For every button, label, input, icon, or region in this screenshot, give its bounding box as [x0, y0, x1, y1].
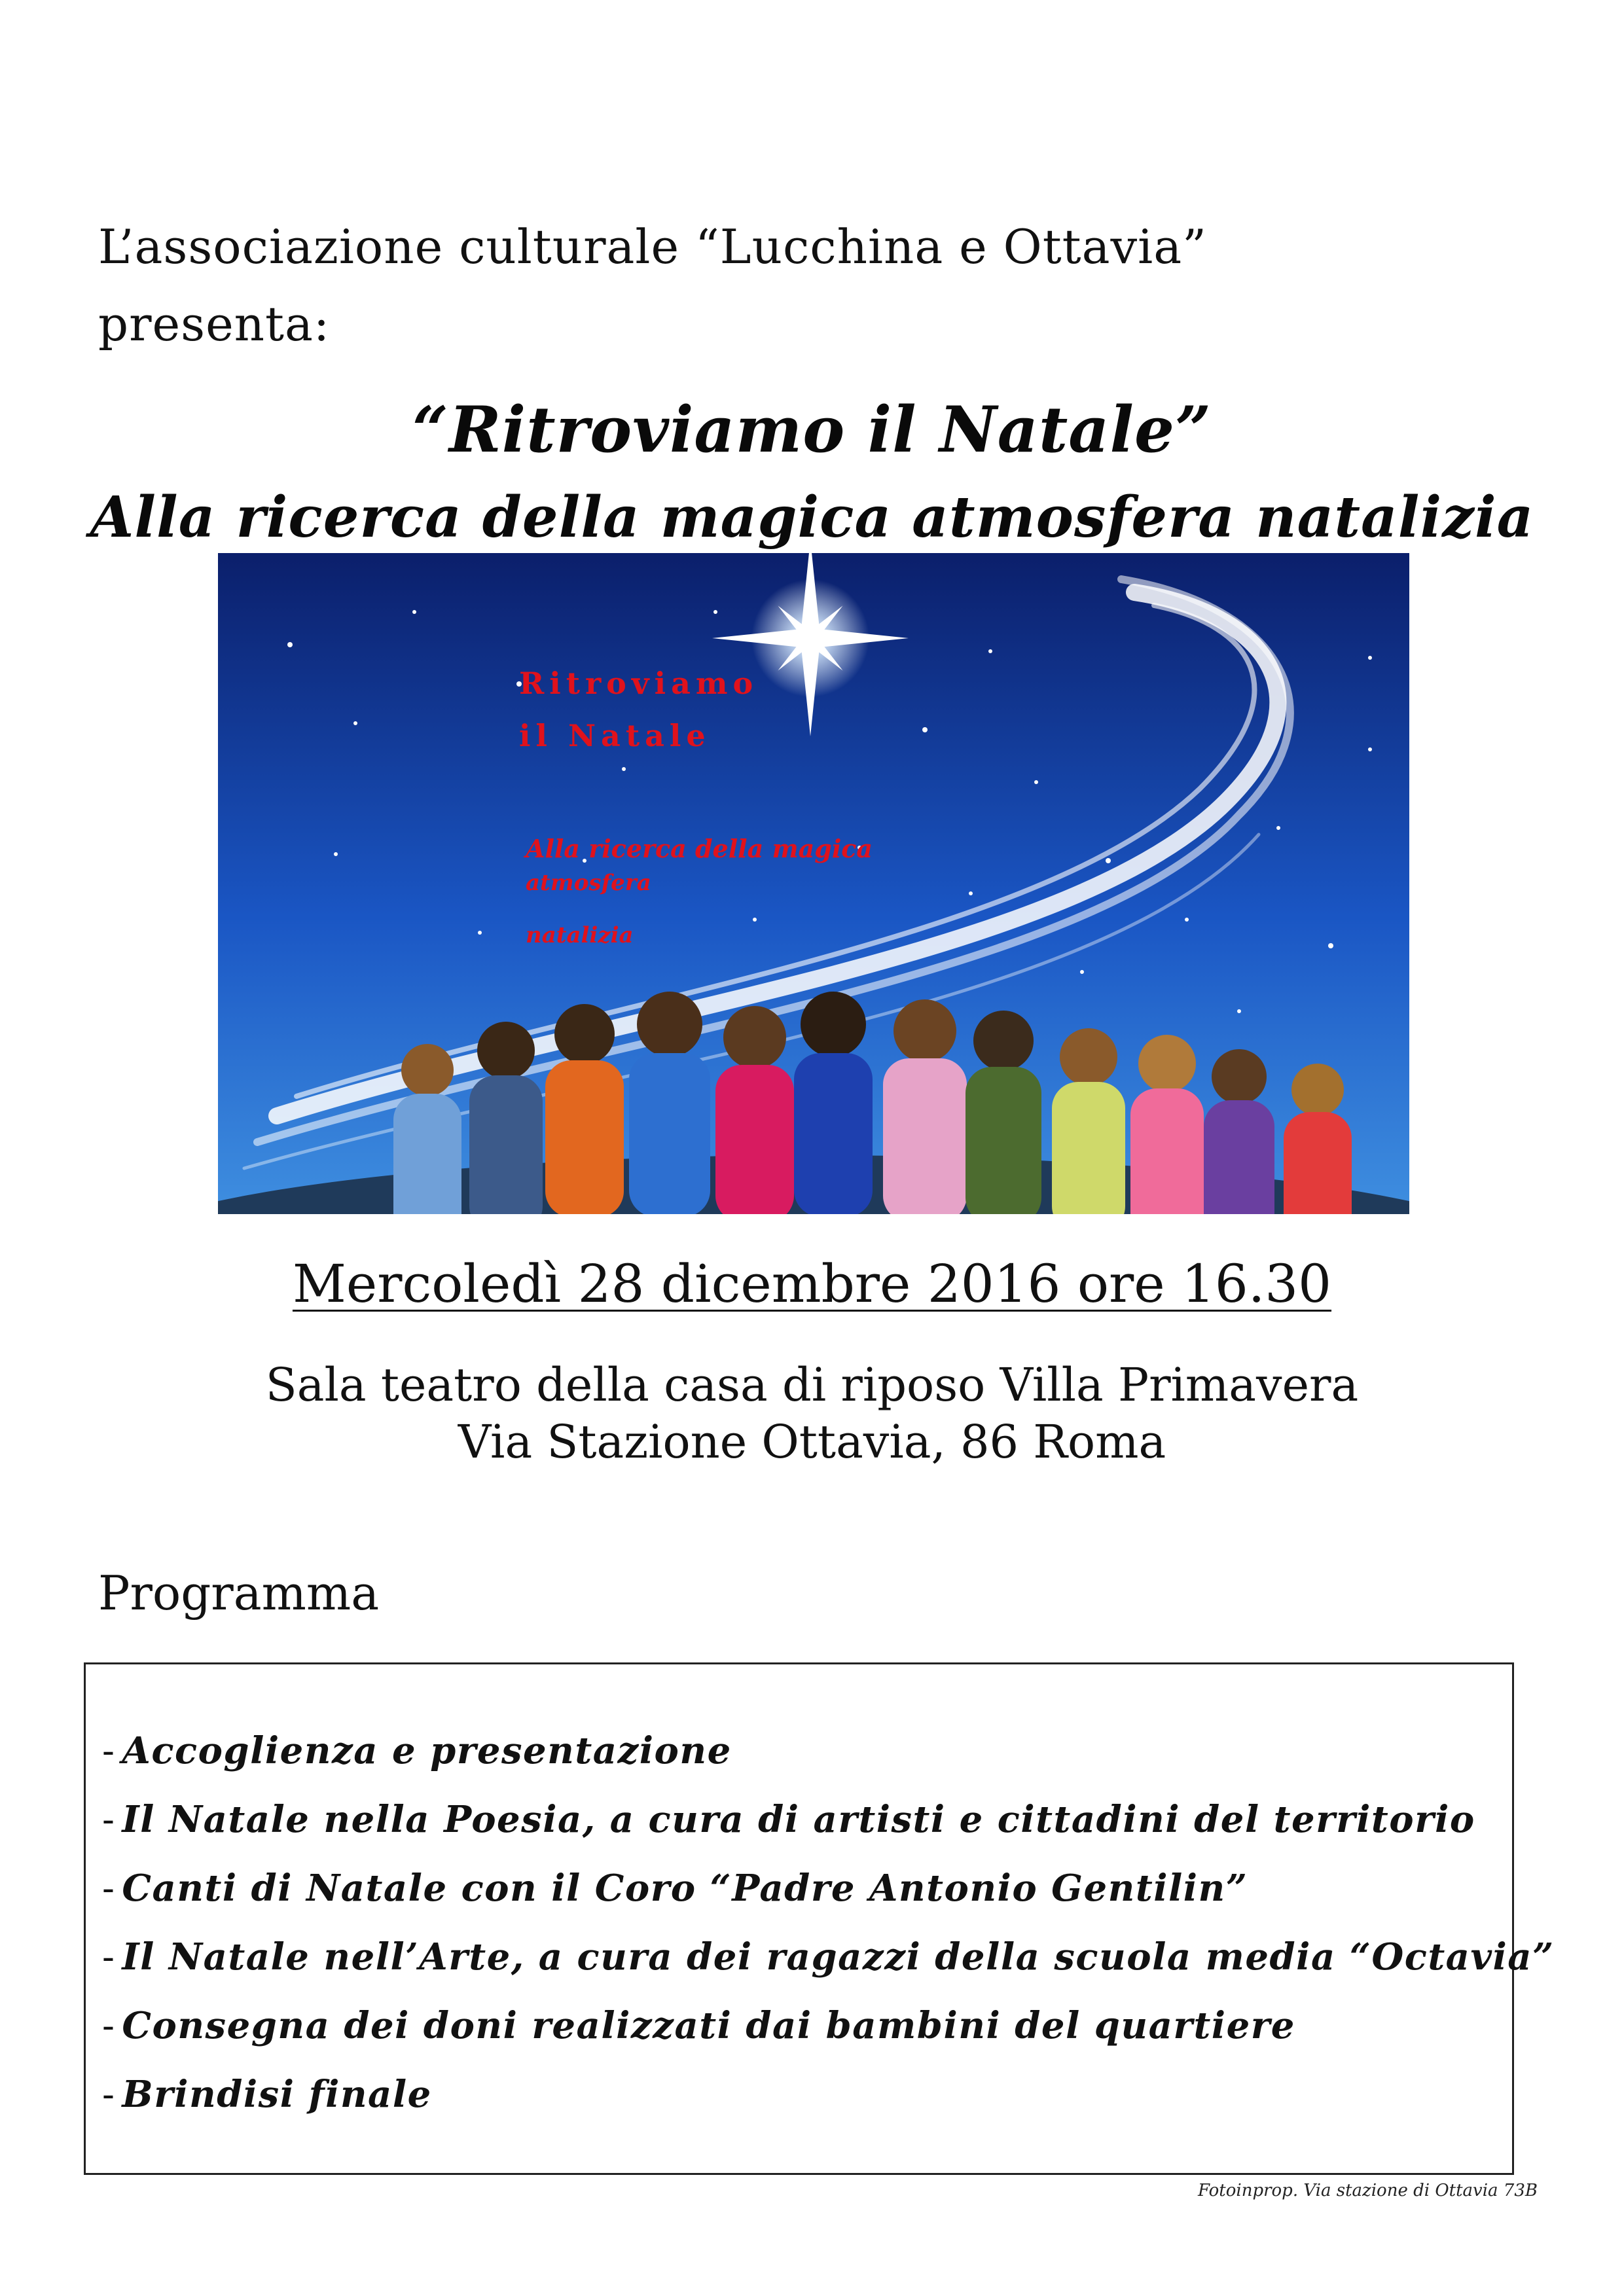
- poster-subtitle-line2: atmosfera: [526, 870, 651, 896]
- list-dash: -: [102, 1730, 116, 1772]
- poster-title-line2: il Natale: [519, 718, 711, 753]
- program-item-text: Consegna dei doni realizzati dai bambini del quartiere: [122, 2004, 1295, 2047]
- poster-title-line1: Ritroviamo: [519, 666, 759, 701]
- poster-subtitle-line3: natalizia: [526, 922, 634, 948]
- program-box: [84, 1662, 1555, 2175]
- program-item: [102, 1854, 1555, 1923]
- program-item: [102, 1717, 1555, 1785]
- program-item-text: Canti di Natale con il Coro “Padre Antonio Gentilin”: [122, 1867, 1248, 1910]
- program-item-text: Brindisi finale: [122, 2073, 432, 2116]
- venue-name: Sala teatro della casa di riposo Villa Primavera: [265, 1358, 1359, 1412]
- list-dash: -: [102, 1936, 116, 1979]
- program-item: [102, 1923, 1555, 1992]
- list-dash: -: [102, 1799, 116, 1841]
- program-item: [102, 2060, 1555, 2129]
- event-date: Mercoledì 28 dicembre 2016 ore 16.30: [292, 1253, 1332, 1314]
- program-item-text: Il Natale nell’Arte, a cura dei ragazzi della scuola media “Octavia”: [122, 1935, 1555, 1979]
- list-dash: -: [102, 1867, 116, 1910]
- poster-image: [218, 553, 1409, 1214]
- presents-line: presenta:: [98, 296, 331, 351]
- photo-credit: Fotoinprop. Via stazione di Ottavia 73B: [1198, 2181, 1538, 2200]
- program-item-text: Accoglienza e presentazione: [122, 1729, 732, 1772]
- program-item: [102, 1992, 1555, 2060]
- program-list: [102, 1717, 1555, 2129]
- event-subtitle: Alla ricerca della magica atmosfera natalizia: [90, 484, 1534, 550]
- association-line: L’associazione culturale “Lucchina e Ottavia”: [98, 219, 1207, 274]
- list-dash: -: [102, 2073, 116, 2116]
- intro-text: [98, 208, 1407, 363]
- program-item: [102, 1785, 1555, 1854]
- program-heading: Programma: [98, 1566, 380, 1621]
- venue-address: Via Stazione Ottavia, 86 Roma: [458, 1415, 1166, 1469]
- program-item-text: Il Natale nella Poesia, a cura di artisti e cittadini del territorio: [122, 1798, 1475, 1841]
- poster-subtitle-line1: Alla ricerca della magica: [526, 834, 873, 863]
- event-title: “Ritroviamo il Natale”: [412, 393, 1212, 467]
- list-dash: -: [102, 2005, 116, 2047]
